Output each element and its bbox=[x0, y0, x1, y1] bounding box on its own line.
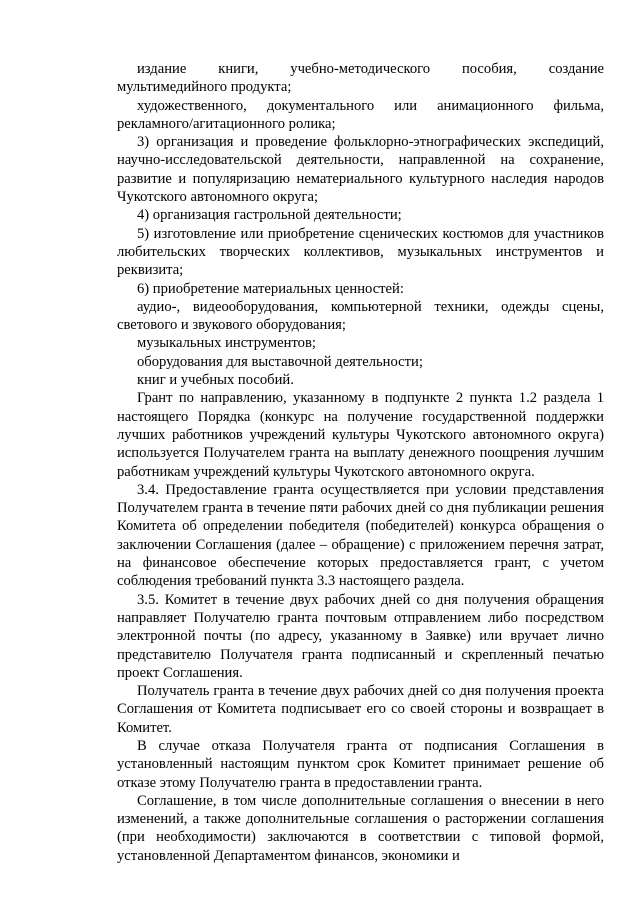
list-item-audio-video: аудио-, видеооборудования, компьютерной техники, одежды сцены, светового и звукового оборудования; bbox=[117, 298, 604, 334]
list-item-book-edition: издание книги, учебно-методического пособия, создание мультимедийного продукта; bbox=[117, 61, 604, 96]
list-item-expeditions: 3) организация и проведение фольклорно-этнографических экспедиций, научно-исследовательской деятельности, направленной на сохранение, развитие и популяризацию нематериального культурного наследия народов Чукотского автономного округа; bbox=[117, 134, 604, 206]
paragraph-refusal: В случае отказа Получателя гранта от подписания Соглашения в установленный настоящим пунктом срок Комитет принимает решение об отказе этому Получателю гранта в предоставлении гранта. bbox=[117, 737, 604, 791]
paragraph-grant-direction: Грант по направлению, указанному в подпункте 2 пункта 1.2 раздела 1 настоящего Порядка (конкурс на получение государственной поддержки лучших работников учреждений культуры Чукотского автономного округа) используется Получателем гранта на выплату денежного поощрения лучшим работникам учреждений культуры Чукотского автономного округа. bbox=[117, 390, 604, 480]
list-item-exhibition-equipment: оборудования для выставочной деятельности; bbox=[137, 353, 423, 370]
paragraph-3-4: 3.4. Предоставление гранта осуществляется при условии представления Получателем гранта в течение пяти рабочих дней со дня публикации решения Комитета об определении победителя (победителей) конкурса обращения о заключении Соглашения (далее – обращение) с приложением перечня затрат, на финансовое обеспечение которых предоставляется грант, с учетом соблюдения требований пункта 3.3 настоящего раздела. bbox=[117, 481, 604, 590]
list-item-film: художественного, документального или анимационного фильма, рекламного/агитационного ролика; bbox=[117, 97, 604, 132]
list-item-instruments: музыкальных инструментов; bbox=[137, 335, 316, 352]
paragraph-3-5: 3.5. Комитет в течение двух рабочих дней со дня получения обращения направляет Получателю гранта почтовым отправлением либо посредством электронной почты (по адресу, указанному в Заявке) или вручает лично представителю Получателя гранта подписанный и скрепленный печатью проект Соглашения. bbox=[117, 591, 604, 681]
list-item-touring: 4) организация гастрольной деятельности; bbox=[137, 207, 402, 224]
paragraph-recipient-signs: Получатель гранта в течение двух рабочих дней со дня получения проекта Соглашения от Комитета подписывает его со своей стороны и возвращает в Комитет. bbox=[117, 683, 604, 736]
list-item-books: книг и учебных пособий. bbox=[137, 372, 294, 389]
list-item-material-values: 6) приобретение материальных ценностей: bbox=[137, 280, 404, 297]
paragraph-agreement: Соглашение, в том числе дополнительные соглашения о внесении в него изменений, а также дополнительные соглашения о расторжении соглашения (при необходимости) заключаются в соответствии с типовой формой, установленной Департаментом финансов, экономики и bbox=[117, 792, 604, 864]
list-item-costumes: 5) изготовление или приобретение сценических костюмов для участников любительских творческих коллективов, музыкальных инструментов и реквизита; bbox=[117, 225, 604, 279]
